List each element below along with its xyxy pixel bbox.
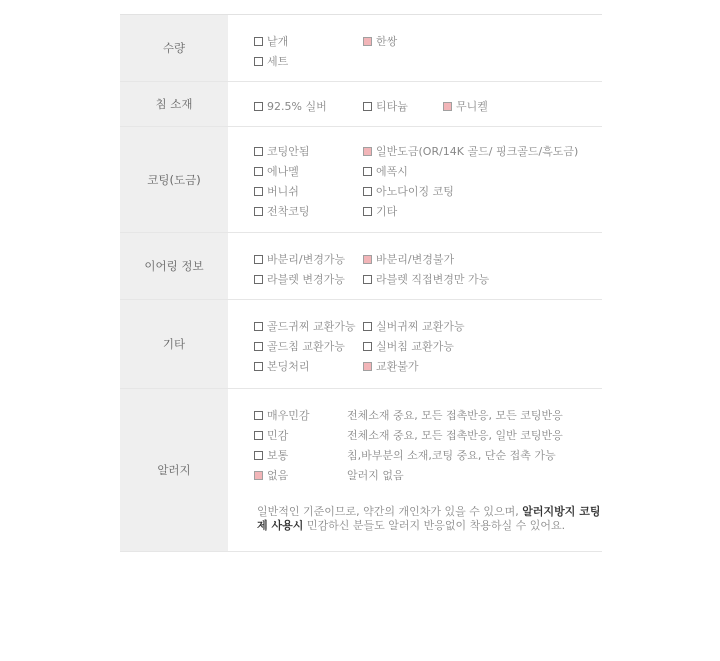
allergy-note: 일반적인 기준이므로, 약간의 개인차가 있을 수 있으며, 알러지방지 코팅제 사용시 민감하신 분들도 알러지 반응없이 착용하실 수 있어요. (257, 505, 601, 532)
option-anodizing[interactable]: 아노다이징 코팅 (363, 183, 454, 199)
spec-row-coating (120, 127, 602, 233)
option-gold-post-exchange[interactable]: 골드침 교환가능 (254, 338, 345, 354)
checkbox-icon (363, 275, 372, 284)
row-label-coating: 코팅(도금) (120, 127, 228, 232)
checkbox-checked-icon (363, 362, 372, 371)
checkbox-icon (254, 322, 263, 331)
row-label-etc: 기타 (120, 300, 228, 388)
checkbox-icon (363, 207, 372, 216)
option-gold-clip-exchange[interactable]: 골드귀찌 교환가능 (254, 318, 356, 334)
option-sensitive[interactable]: 민감 (254, 427, 288, 443)
option-very-sensitive[interactable]: 매우민감 (254, 407, 310, 423)
checkbox-icon (363, 322, 372, 331)
allergy-desc: 전체소재 중요, 모든 접촉반응, 일반 코팅반응 (347, 429, 563, 442)
checkbox-icon (254, 362, 263, 371)
checkbox-icon (254, 37, 263, 46)
option-no-coating[interactable]: 코팅안됨 (254, 143, 310, 159)
checkbox-icon (363, 102, 372, 111)
option-pair[interactable]: 한쌍 (363, 33, 397, 49)
checkbox-icon (254, 411, 263, 420)
checkbox-icon (254, 102, 263, 111)
spec-row-allergy (120, 389, 602, 552)
option-varnish[interactable]: 버니쉬 (254, 183, 299, 199)
option-none[interactable]: 없음 (254, 467, 288, 483)
checkbox-icon (254, 57, 263, 66)
checkbox-icon (254, 431, 263, 440)
option-bonding[interactable]: 본딩처리 (254, 358, 310, 374)
spec-row-quantity (120, 15, 602, 82)
checkbox-checked-icon (363, 255, 372, 264)
checkbox-checked-icon (254, 471, 263, 480)
option-silver[interactable]: 92.5% 실버 (254, 98, 327, 114)
allergy-desc: 전체소재 중요, 모든 접촉반응, 모든 코팅반응 (347, 409, 563, 422)
option-silver-post-exchange[interactable]: 실버침 교환가능 (363, 338, 454, 354)
checkbox-icon (254, 275, 263, 284)
option-enamel[interactable]: 에나멜 (254, 163, 299, 179)
spec-row-earring-info (120, 233, 602, 300)
spec-row-etc (120, 300, 602, 389)
option-normal[interactable]: 보통 (254, 447, 288, 463)
option-bar-removable[interactable]: 바분리/변경가능 (254, 251, 345, 267)
allergy-note-highlight: 알러지방지 코팅제 사용시 (257, 505, 601, 532)
checkbox-icon (254, 255, 263, 264)
option-epoxy[interactable]: 에폭시 (363, 163, 408, 179)
checkbox-icon (254, 342, 263, 351)
checkbox-icon (363, 167, 372, 176)
checkbox-icon (363, 342, 372, 351)
option-silver-clip-exchange[interactable]: 실버귀찌 교환가능 (363, 318, 465, 334)
allergy-desc: 알러지 없음 (347, 469, 404, 482)
checkbox-checked-icon (443, 102, 452, 111)
option-labret-changeable[interactable]: 라블렛 변경가능 (254, 271, 345, 287)
checkbox-icon (363, 187, 372, 196)
checkbox-icon (254, 187, 263, 196)
option-nickel-free[interactable]: 무니켈 (443, 98, 488, 114)
option-labret-self-change[interactable]: 라블렛 직접변경만 가능 (363, 271, 489, 287)
option-no-exchange[interactable]: 교환불가 (363, 358, 419, 374)
option-coating-other[interactable]: 기타 (363, 203, 397, 219)
checkbox-checked-icon (363, 37, 372, 46)
option-bar-fixed[interactable]: 바분리/변경불가 (363, 251, 454, 267)
option-plating[interactable]: 일반도금(OR/14K 골드/ 핑크골드/흑도금) (363, 143, 578, 159)
option-single[interactable]: 낱개 (254, 33, 288, 49)
row-label-earring-info: 이어링 정보 (120, 233, 228, 299)
checkbox-icon (254, 451, 263, 460)
product-spec-table (120, 14, 602, 552)
row-label-allergy: 알러지 (120, 389, 228, 551)
option-titanium[interactable]: 티타늄 (363, 98, 408, 114)
checkbox-icon (254, 167, 263, 176)
option-electro-coating[interactable]: 전착코팅 (254, 203, 310, 219)
spec-row-post-material (120, 82, 602, 127)
option-set[interactable]: 세트 (254, 53, 288, 69)
row-label-post-material: 침 소재 (120, 82, 228, 126)
row-label-quantity: 수량 (120, 15, 228, 81)
checkbox-icon (254, 147, 263, 156)
allergy-desc: 침,바부분의 소재,코팅 중요, 단순 접촉 가능 (347, 449, 556, 462)
checkbox-icon (254, 207, 263, 216)
checkbox-checked-icon (363, 147, 372, 156)
